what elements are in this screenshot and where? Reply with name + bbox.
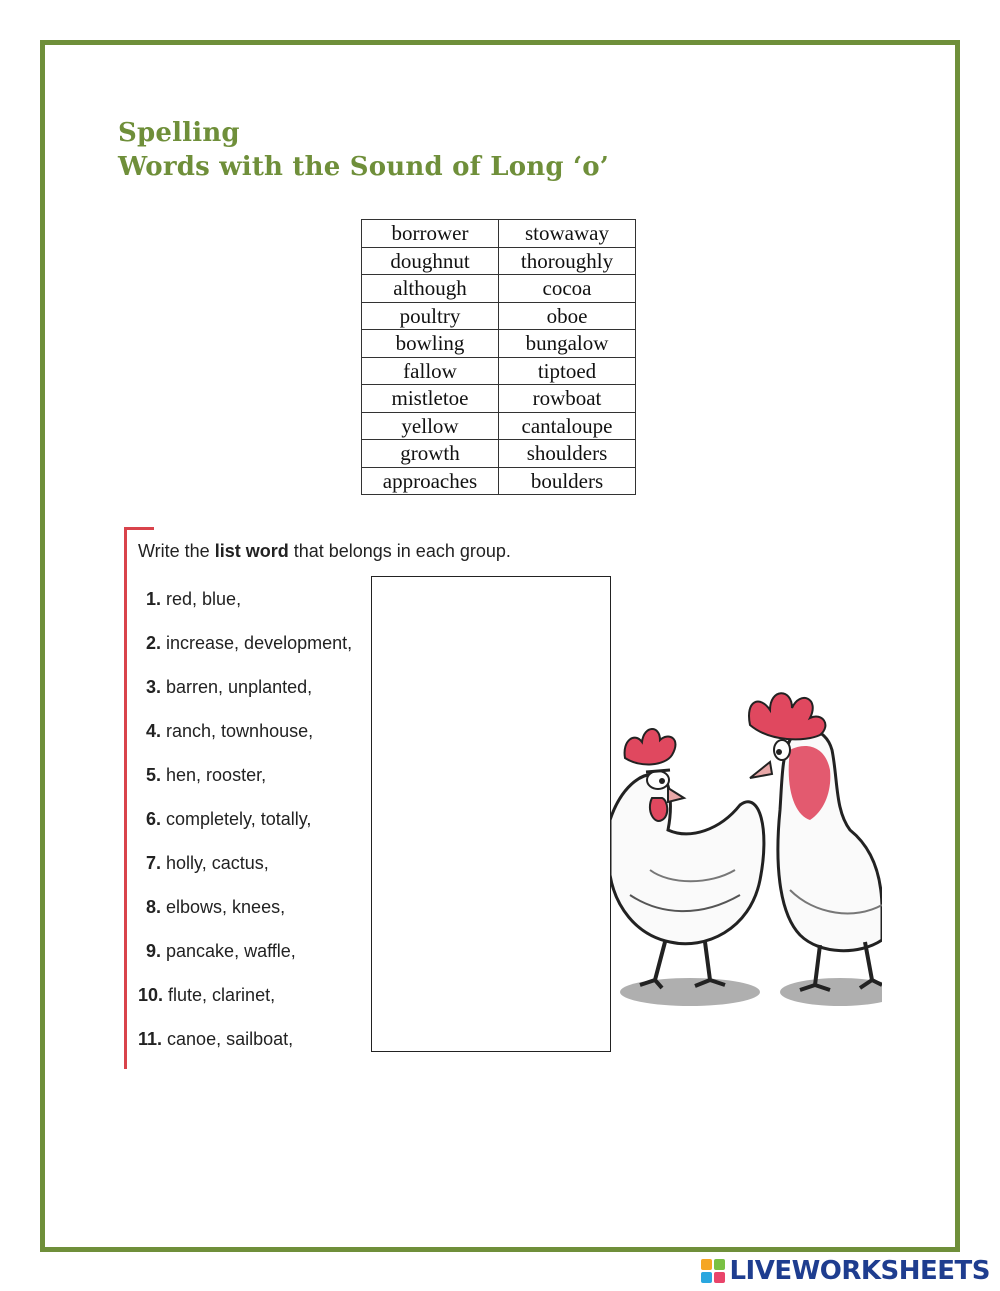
- item-text: canoe, sailboat,: [167, 1029, 294, 1049]
- exercise-item: [138, 985, 275, 1006]
- item-text: flute, clarinet,: [168, 985, 276, 1005]
- item-number: 11.: [138, 1029, 163, 1049]
- item-text: increase, development,: [166, 633, 353, 653]
- word-row: [362, 330, 636, 358]
- word-row: [362, 440, 636, 468]
- word-cell: boulders: [499, 467, 636, 495]
- word-cell: poultry: [362, 302, 499, 330]
- exercise-item: [146, 809, 311, 830]
- exercise-item: [146, 853, 269, 874]
- margin-tick: [124, 527, 154, 530]
- exercise-item: [146, 765, 266, 786]
- word-row: [362, 357, 636, 385]
- word-cell: shoulders: [499, 440, 636, 468]
- word-row: [362, 247, 636, 275]
- margin-rule: [124, 529, 127, 1069]
- exercise-item: [146, 897, 285, 918]
- item-number: 8.: [146, 897, 162, 917]
- page-title: Spelling: [118, 118, 240, 148]
- word-row: [362, 467, 636, 495]
- word-cell: cocoa: [499, 275, 636, 303]
- item-text: ranch, townhouse,: [166, 721, 314, 741]
- word-cell: although: [362, 275, 499, 303]
- word-cell: cantaloupe: [499, 412, 636, 440]
- item-number: 4.: [146, 721, 162, 741]
- item-number: 10.: [138, 985, 164, 1005]
- word-cell: yellow: [362, 412, 499, 440]
- word-cell: bungalow: [499, 330, 636, 358]
- exercise-item: [146, 677, 312, 698]
- footer-brand: [701, 1254, 990, 1288]
- exercise-instruction: Write the list word that belongs in each group.: [138, 541, 511, 561]
- answer-input-box[interactable]: [371, 576, 611, 1052]
- page-subtitle: Words with the Sound of Long ‘o’: [118, 152, 610, 182]
- word-cell: fallow: [362, 357, 499, 385]
- word-cell: approaches: [362, 467, 499, 495]
- item-text: pancake, waffle,: [166, 941, 296, 961]
- exercise-item: [146, 941, 296, 962]
- exercise-item: [146, 721, 313, 742]
- rooster-drawing: [749, 693, 882, 990]
- chickens-illustration: [610, 680, 882, 1020]
- item-text: completely, totally,: [166, 809, 312, 829]
- item-number: 9.: [146, 941, 162, 961]
- brand-name: LIVEWORKSHEETS: [729, 1256, 990, 1286]
- item-text: elbows, knees,: [166, 897, 286, 917]
- liveworksheets-logo-icon: [701, 1259, 725, 1283]
- word-row: [362, 220, 636, 248]
- word-cell: stowaway: [499, 220, 636, 248]
- word-cell: oboe: [499, 302, 636, 330]
- word-cell: doughnut: [362, 247, 499, 275]
- word-row: [362, 275, 636, 303]
- item-text: red, blue,: [166, 589, 242, 609]
- item-number: 7.: [146, 853, 162, 873]
- item-number: 5.: [146, 765, 162, 785]
- word-cell: growth: [362, 440, 499, 468]
- item-text: barren, unplanted,: [166, 677, 313, 697]
- exercise-item: [146, 589, 241, 610]
- word-list-table: [361, 219, 636, 495]
- word-cell: thoroughly: [499, 247, 636, 275]
- word-cell: tiptoed: [499, 357, 636, 385]
- exercise-item: [146, 633, 352, 654]
- word-row: [362, 385, 636, 413]
- word-row: [362, 302, 636, 330]
- item-number: 2.: [146, 633, 162, 653]
- item-number: 1.: [146, 589, 162, 609]
- item-text: holly, cactus,: [166, 853, 269, 873]
- word-row: [362, 412, 636, 440]
- item-number: 3.: [146, 677, 162, 697]
- exercise-item: [138, 1029, 293, 1050]
- hen-drawing: [610, 729, 764, 988]
- word-cell: mistletoe: [362, 385, 499, 413]
- item-number: 6.: [146, 809, 162, 829]
- item-text: hen, rooster,: [166, 765, 267, 785]
- word-cell: rowboat: [499, 385, 636, 413]
- word-cell: bowling: [362, 330, 499, 358]
- word-cell: borrower: [362, 220, 499, 248]
